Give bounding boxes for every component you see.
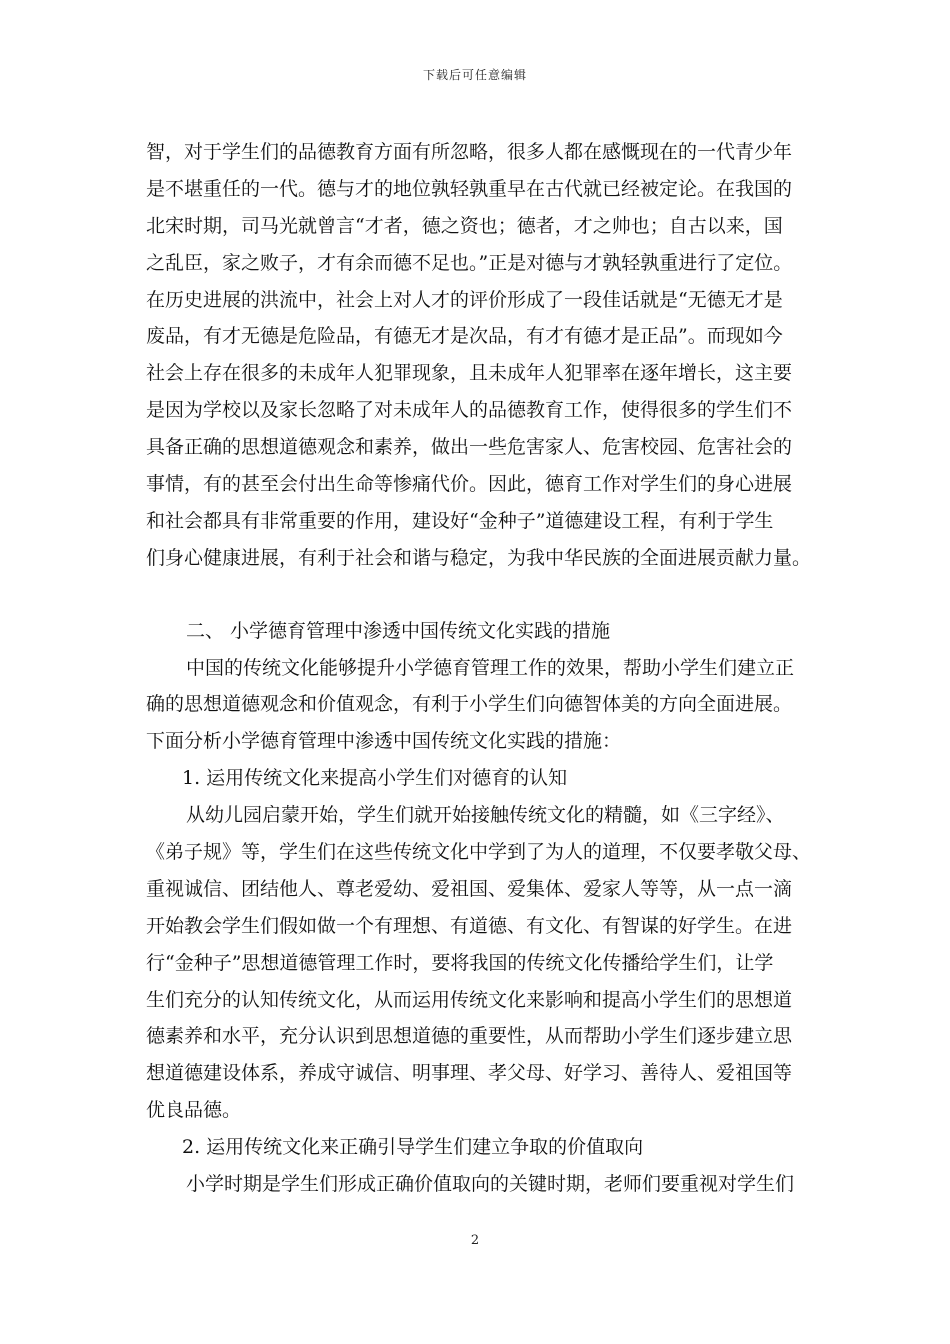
- paragraph-3: [146, 797, 812, 1129]
- text-line: 是不堪重任的一代。德与才的地位孰轻孰重早在古代就已经被定论。在我国的: [146, 177, 793, 200]
- text-line: 和社会都具有非常重要的作用，建设好“金种子”道德建设工程，有利于学生: [146, 509, 774, 532]
- document-body: [146, 134, 812, 1203]
- text-line: 社会上存在很多的未成年人犯罪现象，且未成年人犯罪率在逐年增长，这主要: [146, 362, 793, 385]
- subsection-heading-2: 2. 运用传统文化来正确引导学生们建立争取的价值取向: [182, 1136, 644, 1159]
- text-line: 开始教会学生们假如做一个有理想、有道德、有文化、有智谋的好学生。在进: [146, 914, 793, 937]
- paragraph-2: [146, 650, 806, 761]
- text-line: 《弟子规》等，学生们在这些传统文化中学到了为人的道理，不仅要孝敬父母、: [146, 841, 812, 864]
- section-heading: 二、 小学德育管理中渗透中国传统文化实践的措施: [186, 619, 611, 642]
- text-line: 北宋时期，司马光就曾言“才者，德之资也；德者，才之帅也；自古以来，国: [146, 214, 783, 237]
- text-line: 行“金种子”思想道德管理工作时，要将我国的传统文化传播给学生们，让学: [146, 951, 774, 974]
- text-line: 从幼儿园启蒙开始，学生们就开始接触传统文化的精髓，如《三字经》、: [186, 804, 785, 827]
- text-line: 德素养和水平，充分认识到思想道德的重要性，从而帮助小学生们逐步建立思: [146, 1025, 793, 1048]
- text-line: 下面分析小学德育管理中渗透中国传统文化实践的措施：: [146, 730, 622, 753]
- text-line: 具备正确的思想道德观念和素养，做出一些危害家人、危害校园、危害社会的: [146, 436, 793, 459]
- text-line: 想道德建设体系，养成守诚信、明事理、孝父母、好学习、善待人、爱祖国等: [146, 1062, 793, 1085]
- paragraph-gap: [146, 577, 806, 613]
- text-line: 中国的传统文化能够提升小学德育管理工作的效果，帮助小学生们建立正: [186, 656, 795, 679]
- text-line: 确的思想道德观念和价值观念，有利于小学生们向德智体美的方向全面进展。: [146, 693, 793, 716]
- text-line: 事情，有的甚至会付出生命等惨痛代价。因此，德育工作对学生们的身心进展: [146, 473, 793, 496]
- text-line: 之乱臣，家之败子，才有余而德不足也。”正是对德与才孰轻孰重进行了定位。: [146, 251, 793, 274]
- paragraph-4: [146, 1166, 806, 1203]
- text-line: 是因为学校以及家长忽略了对未成年人的品德教育工作，使得很多的学生们不: [146, 399, 793, 422]
- paragraph-1: [146, 134, 812, 577]
- text-line: 智，对于学生们的品德教育方面有所忽略，很多人都在感慨现在的一代青少年: [146, 141, 793, 163]
- text-line: 小学时期是学生们形成正确价值取向的关键时期，老师们要重视对学生们: [186, 1173, 795, 1196]
- text-line: 重视诚信、团结他人、尊老爱幼、爱祖国、爱集体、爱家人等等，从一点一滴: [146, 877, 793, 900]
- text-line: 优良品德。: [146, 1099, 242, 1122]
- text-line: 们身心健康进展，有利于社会和谐与稳定，为我中华民族的全面进展贡献力量。: [146, 546, 812, 569]
- text-line: 生们充分的认知传统文化，从而运用传统文化来影响和提高小学生们的思想道: [146, 988, 793, 1011]
- page-header: 下载后可任意编辑: [422, 68, 527, 82]
- page-number: 2: [470, 1233, 480, 1248]
- subsection-heading-1: 1. 运用传统文化来提高小学生们对德育的认知: [182, 767, 568, 790]
- text-line: 废品，有才无德是危险品，有德无才是次品，有才有德才是正品”。而现如今: [146, 325, 783, 348]
- text-line: 在历史进展的洪流中，社会上对人才的评价形成了一段佳话就是“无德无才是: [146, 288, 783, 311]
